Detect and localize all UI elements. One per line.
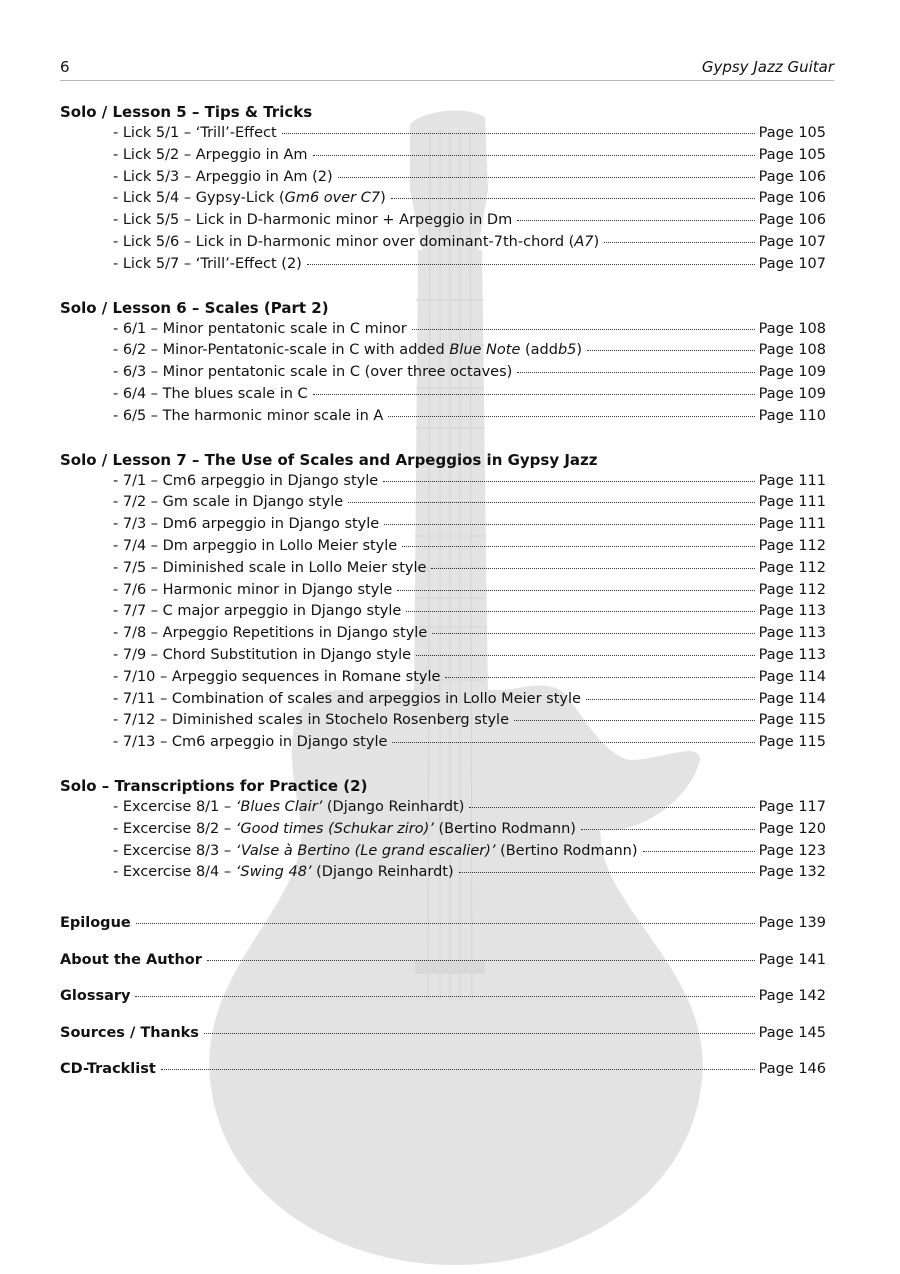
entry-page: Page 113 [758, 603, 826, 620]
dot-leader [388, 415, 754, 417]
entry-label: - 7/13 – Cm6 arpeggio in Django style [113, 734, 388, 751]
entry-page: Page 117 [758, 798, 826, 815]
entry-page: Page 139 [758, 915, 826, 932]
toc-entry-about-the-author[interactable] [60, 942, 826, 979]
entry-page: Page 113 [758, 625, 826, 642]
entry-page: Page 105 [758, 125, 826, 141]
dot-leader [135, 995, 754, 997]
entry-label: - 7/8 – Arpeggio Repetitions in Django style [113, 625, 428, 642]
dot-leader [204, 1032, 755, 1034]
entry-label: - 7/2 – Gm scale in Django style [113, 494, 344, 511]
section-title: Solo / Lesson 6 – Scales (Part 2) [60, 298, 329, 317]
toc-entry[interactable] [60, 601, 826, 623]
toc-entry[interactable] [60, 471, 826, 493]
table-of-contents [60, 101, 826, 1088]
toc-section-lesson-7 [60, 449, 826, 754]
entry-page: Page 123 [758, 842, 826, 859]
dot-leader [517, 371, 754, 373]
entry-page: Page 113 [758, 646, 826, 663]
entry-label: - 7/1 – Cm6 arpeggio in Django style [113, 472, 379, 489]
toc-entry[interactable] [60, 862, 826, 884]
dot-leader [402, 545, 754, 547]
entry-page: Page 146 [758, 1061, 826, 1078]
toc-entry[interactable] [60, 580, 826, 602]
entry-label: About the Author [60, 951, 202, 968]
dot-leader [391, 197, 755, 199]
entry-page: Page 109 [758, 385, 826, 402]
entry-label: - Lick 5/2 – Arpeggio in Am [113, 146, 308, 163]
toc-entry[interactable] [60, 210, 826, 232]
entry-label: - 7/6 – Harmonic minor in Django style [113, 581, 393, 598]
dot-leader [307, 263, 755, 265]
dot-leader [313, 393, 755, 395]
book-title: Gypsy Jazz Guitar [701, 58, 834, 76]
dot-leader [338, 176, 755, 178]
entry-label: - 7/12 – Diminished scales in Stochelo Rosenberg style [113, 712, 509, 729]
section-title: Solo / Lesson 5 – Tips & Tricks [60, 103, 313, 121]
dot-leader [431, 567, 754, 569]
toc-entry[interactable] [60, 667, 826, 689]
dot-leader [416, 654, 755, 656]
entry-label: - 7/4 – Dm arpeggio in Lollo Meier style [113, 537, 398, 554]
entry-label: - Excercise 8/2 – ‘Good times (Schukar ziro)’ (Bertino Rodmann) [113, 820, 576, 837]
dot-leader [412, 328, 755, 330]
toc-entry[interactable] [60, 841, 826, 863]
entry-label: - Excercise 8/4 – ‘Swing 48’ (Django Reinhardt) [113, 864, 454, 881]
toc-section-lesson-6 [60, 297, 826, 428]
toc-top-level-list [60, 905, 826, 1088]
dot-leader [459, 871, 755, 873]
entry-label: - Lick 5/5 – Lick in D-harmonic minor + Arpeggio in Dm [113, 212, 513, 229]
toc-entry[interactable] [60, 689, 826, 711]
toc-entry[interactable] [60, 188, 826, 210]
toc-entry[interactable] [60, 145, 826, 167]
dot-leader [581, 828, 755, 830]
toc-entry[interactable] [60, 536, 826, 558]
entry-page: Page 110 [758, 407, 826, 424]
entry-label: - 6/2 – Minor-Pentatonic-scale in C with added Blue Note (addb5) [113, 342, 583, 359]
toc-entry[interactable] [60, 710, 826, 732]
toc-section-lesson-5 [60, 101, 826, 276]
entry-label: - 6/5 – The harmonic minor scale in A [113, 407, 384, 424]
entry-page: Page 111 [758, 516, 826, 533]
entry-page: Page 115 [758, 734, 826, 751]
dot-leader [469, 806, 754, 808]
entry-label: - Lick 5/6 – Lick in D-harmonic minor over dominant-7th-chord (A7) [113, 233, 600, 250]
dot-leader [282, 132, 755, 134]
entry-page: Page 114 [758, 668, 826, 685]
entry-page: Page 108 [758, 342, 826, 359]
toc-entry[interactable] [60, 406, 826, 428]
page-number: 6 [60, 58, 70, 76]
page-header [60, 56, 834, 81]
dot-leader [384, 523, 754, 525]
toc-entry[interactable] [60, 732, 826, 754]
entry-page: Page 141 [758, 951, 826, 968]
entry-label: - 7/9 – Chord Substitution in Django style [113, 646, 412, 663]
dot-leader [397, 589, 754, 591]
entry-page: Page 142 [758, 988, 826, 1005]
entry-page: Page 114 [758, 690, 826, 707]
dot-leader [313, 154, 755, 156]
entry-label: - 7/3 – Dm6 arpeggio in Django style [113, 516, 380, 533]
toc-entry[interactable] [60, 819, 826, 841]
entry-label: - Lick 5/4 – Gypsy-Lick (Gm6 over C7) [113, 190, 386, 207]
toc-entry-glossary[interactable] [60, 978, 826, 1015]
section-title: Solo – Transcriptions for Practice (2) [60, 776, 368, 795]
entry-page: Page 111 [758, 494, 826, 511]
entry-label: - Lick 5/7 – ‘Trill’-Effect (2) [113, 255, 302, 272]
entry-label: - 6/1 – Minor pentatonic scale in C minor [113, 320, 407, 337]
entry-page: Page 106 [758, 212, 826, 229]
toc-entry-epilogue[interactable] [60, 905, 826, 942]
entry-label: - Lick 5/1 – ‘Trill’-Effect [113, 125, 277, 141]
toc-entry[interactable] [60, 492, 826, 514]
entry-label: - Excercise 8/3 – ‘Valse à Bertino (Le grand escalier)’ (Bertino Rodmann) [113, 842, 638, 859]
entry-label: - 6/3 – Minor pentatonic scale in C (over three octaves) [113, 364, 513, 381]
dot-leader [514, 719, 755, 721]
entry-label: - 7/11 – Combination of scales and arpeggios in Lollo Meier style [113, 690, 581, 707]
toc-entry[interactable] [60, 384, 826, 406]
toc-entry-sources-thanks[interactable] [60, 1015, 826, 1052]
dot-leader [207, 959, 755, 961]
dot-leader [445, 676, 754, 678]
toc-entry[interactable] [60, 645, 826, 667]
toc-entry[interactable] [60, 123, 826, 145]
toc-entry[interactable] [60, 340, 826, 362]
entry-label: - Excercise 8/1 – ‘Blues Clair’ (Django Reinhardt) [113, 798, 465, 815]
dot-leader [136, 922, 755, 924]
entry-page: Page 106 [758, 168, 826, 185]
toc-entry[interactable] [60, 623, 826, 645]
dot-leader [348, 501, 754, 503]
entry-label: - 6/4 – The blues scale in C [113, 385, 308, 402]
entry-page: Page 132 [758, 864, 826, 881]
entry-label: - Lick 5/3 – Arpeggio in Am (2) [113, 168, 333, 185]
section-title: Solo / Lesson 7 – The Use of Scales and Arpeggios in Gypsy Jazz [60, 450, 598, 469]
entry-label: - 7/10 – Arpeggio sequences in Romane style [113, 668, 441, 685]
toc-entry[interactable] [60, 319, 826, 341]
entry-page: Page 112 [758, 559, 826, 576]
dot-leader [406, 610, 754, 612]
toc-entry[interactable] [60, 362, 826, 384]
entry-page: Page 120 [758, 820, 826, 837]
toc-entry[interactable] [60, 797, 826, 819]
dot-leader [161, 1068, 755, 1070]
entry-page: Page 106 [758, 190, 826, 207]
entry-page: Page 111 [758, 472, 826, 489]
dot-leader [392, 741, 754, 743]
toc-section-transcriptions [60, 775, 826, 884]
dot-leader [517, 219, 754, 221]
entry-page: Page 107 [758, 233, 826, 250]
entry-page: Page 105 [758, 146, 826, 163]
dot-leader [643, 850, 755, 852]
entry-page: Page 145 [758, 1024, 826, 1041]
entry-page: Page 112 [758, 537, 826, 554]
entry-label: Glossary [60, 988, 131, 1005]
entry-label: - 7/7 – C major arpeggio in Django style [113, 603, 402, 620]
entry-page: Page 115 [758, 712, 826, 729]
entry-label: - 7/5 – Diminished scale in Lollo Meier style [113, 559, 427, 576]
dot-leader [587, 349, 755, 351]
entry-label: CD-Tracklist [60, 1061, 156, 1078]
dot-leader [432, 632, 754, 634]
toc-entry-cd-tracklist[interactable] [60, 1051, 826, 1088]
entry-page: Page 109 [758, 364, 826, 381]
toc-entry[interactable] [60, 167, 826, 189]
entry-label: Epilogue [60, 915, 131, 932]
dot-leader [604, 241, 754, 243]
toc-entry[interactable] [60, 558, 826, 580]
dot-leader [383, 480, 754, 482]
toc-entry[interactable] [60, 254, 826, 276]
entry-page: Page 107 [758, 255, 826, 272]
entry-label: Sources / Thanks [60, 1024, 199, 1041]
toc-entry[interactable] [60, 514, 826, 536]
entry-page: Page 108 [758, 320, 826, 337]
entry-page: Page 112 [758, 581, 826, 598]
dot-leader [586, 698, 755, 700]
toc-entry[interactable] [60, 232, 826, 254]
